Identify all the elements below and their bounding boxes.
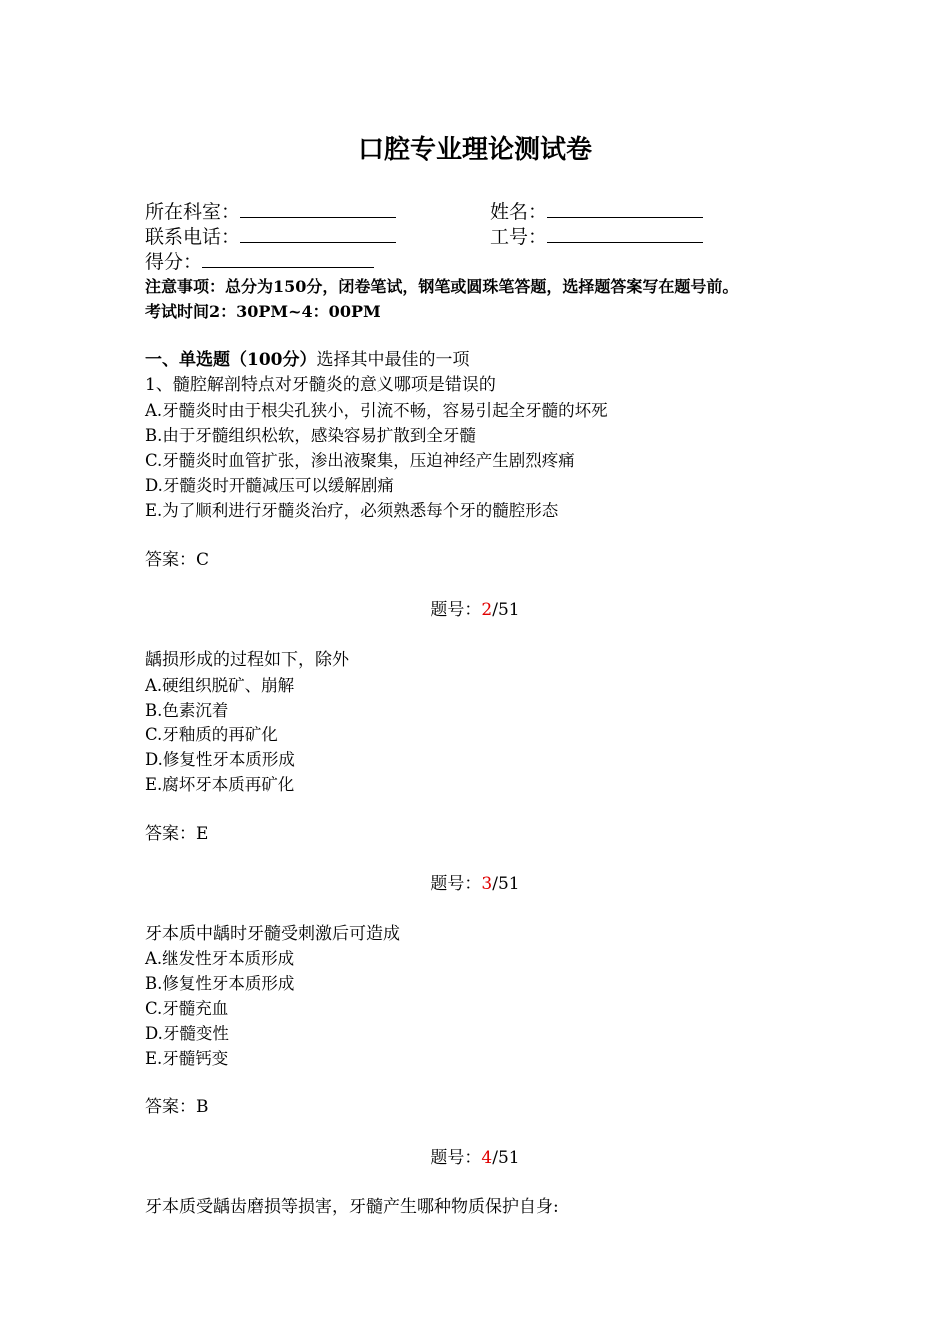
id-field: [490, 224, 703, 250]
question-3-option-b: B.修复性牙本质形成: [145, 974, 295, 993]
question-number-label: 题号：: [430, 874, 482, 894]
question-2-option-c: C.牙釉质的再矿化: [145, 725, 278, 744]
department-label: 所在科室：: [145, 201, 241, 223]
question-3-stem: 牙本质中龋时牙髓受刺激后可造成: [145, 924, 400, 944]
phone-field: [145, 224, 396, 250]
department-blank[interactable]: [240, 199, 396, 218]
question-4-number: [0, 1146, 950, 1171]
id-label: 工号：: [490, 226, 548, 248]
question-number-current: 2: [481, 600, 493, 620]
name-blank[interactable]: [547, 199, 703, 218]
score-field: [145, 249, 374, 275]
question-1-option-c: C.牙髓炎时血管扩张，渗出液聚集，压迫神经产生剧烈疼痛: [145, 451, 575, 470]
question-3-option-c: C.牙髓充血: [145, 999, 229, 1018]
question-number-total: /51: [492, 600, 520, 620]
question-number-current: 4: [481, 1148, 493, 1168]
section-instruction: 选择其中最佳的一项: [316, 350, 470, 370]
score-label: 得分：: [145, 251, 203, 273]
question-4-stem: 牙本质受龋齿磨损等损害，牙髓产生哪种物质保护自身:: [145, 1197, 559, 1217]
question-2-option-b: B.色素沉着: [145, 701, 229, 720]
question-2-option-e: E.腐坏牙本质再矿化: [145, 775, 295, 794]
notice-line-2: 考试时间2：30PM~4：00PM: [145, 302, 381, 321]
question-number-label: 题号：: [430, 600, 482, 620]
question-3-number: [0, 872, 950, 897]
question-2-option-d: D.修复性牙本质形成: [145, 750, 295, 769]
score-blank[interactable]: [202, 249, 374, 268]
question-3-option-a: A.继发性牙本质形成: [145, 949, 295, 968]
question-2-number: [0, 598, 950, 623]
notice-line-1: 注意事项：总分为150分，闭卷笔试，钢笔或圆珠笔答题，选择题答案写在题号前。: [145, 277, 739, 296]
question-3-answer: 答案：B: [145, 1097, 209, 1117]
name-label: 姓名：: [490, 201, 548, 223]
question-1-answer: 答案：C: [145, 550, 210, 570]
question-2-option-a: A.硬组织脱矿、崩解: [145, 676, 295, 695]
section-heading: [145, 348, 470, 373]
phone-blank[interactable]: [240, 224, 396, 243]
question-1-option-b: B.由于牙髓组织松软，感染容易扩散到全牙髓: [145, 426, 476, 445]
id-blank[interactable]: [547, 224, 703, 243]
phone-label: 联系电话：: [145, 226, 241, 248]
department-field: [145, 199, 396, 225]
question-2-stem: 龋损形成的过程如下，除外: [145, 650, 349, 670]
question-number-label: 题号：: [430, 1148, 482, 1168]
question-1-option-a: A.牙髓炎时由于根尖孔狭小，引流不畅，容易引起全牙髓的坏死: [145, 401, 608, 420]
question-3-option-e: E.牙髓钙变: [145, 1049, 229, 1068]
question-number-total: /51: [492, 874, 520, 894]
question-number-total: /51: [492, 1148, 520, 1168]
page-title: 口腔专业理论测试卷: [357, 135, 592, 165]
question-2-answer: 答案：E: [145, 824, 209, 844]
question-number-current: 3: [481, 874, 493, 894]
name-field: [490, 199, 703, 225]
question-3-option-d: D.牙髓变性: [145, 1024, 229, 1043]
question-1-option-d: D.牙髓炎时开髓减压可以缓解剧痛: [145, 476, 394, 495]
question-1-stem: 1、髓腔解剖特点对牙髓炎的意义哪项是错误的: [145, 375, 496, 395]
section-title: 一、单选题（100分）: [145, 350, 317, 370]
question-1-option-e: E.为了顺利进行牙髓炎治疗，必须熟悉每个牙的髓腔形态: [145, 501, 559, 520]
